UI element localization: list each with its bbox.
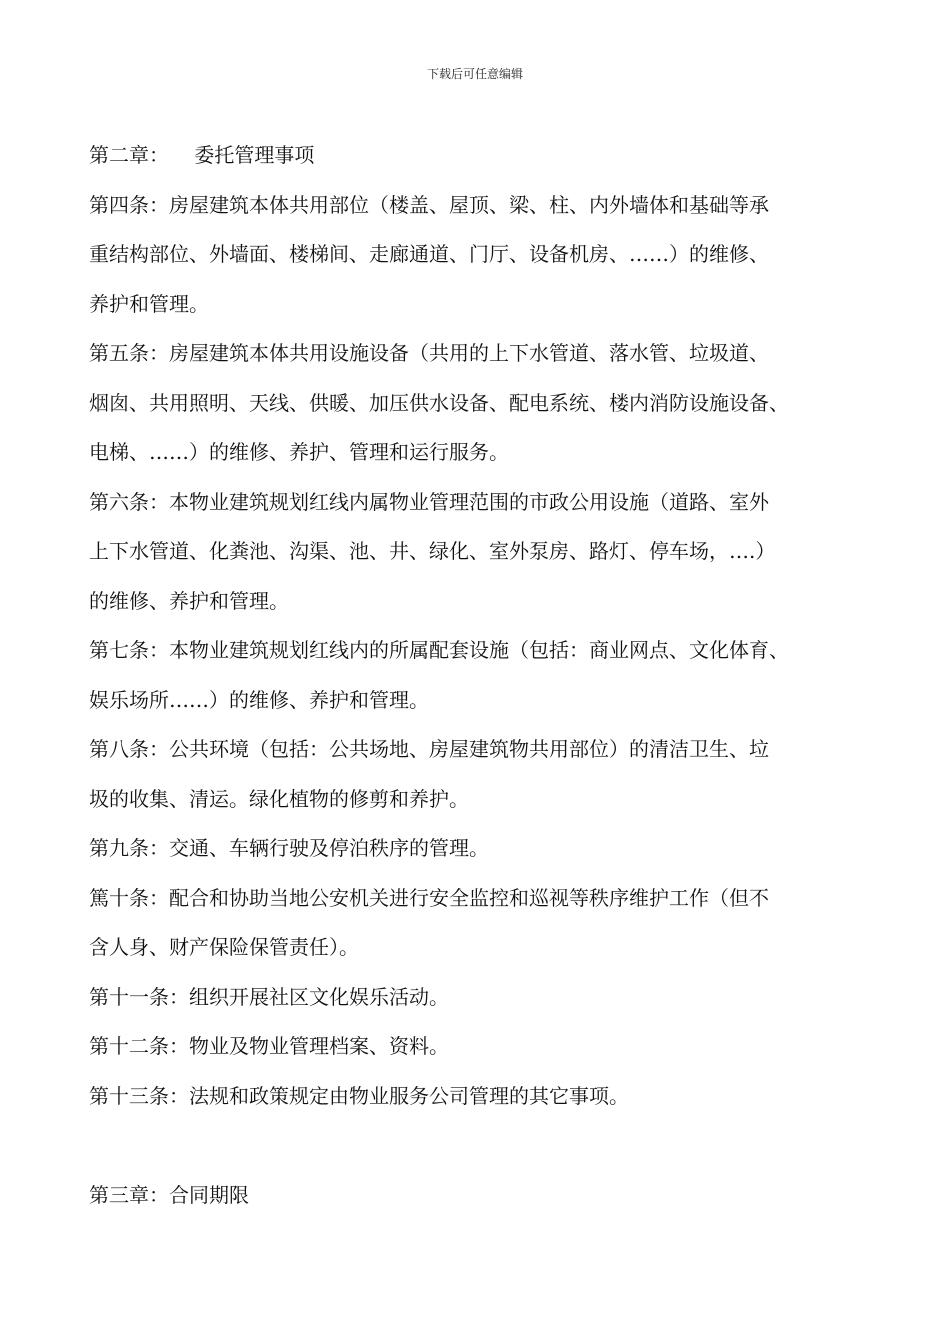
document-body — [89, 131, 889, 1220]
article-4-line-1: 第四条：房屋建筑本体共用部位（楼盖、屋顶、梁、柱、内外墙体和基础等承 — [89, 192, 769, 217]
article-5-line-1: 第五条：房屋建筑本体共用设施设备（共用的上下水管道、落水管、垃圾道、 — [89, 341, 769, 365]
article-10-line-2: 含人身、财产保险保管责任）。 — [89, 935, 359, 959]
article-8-line-2: 圾的收集、清运。绿化植物的修剪和养护。 — [89, 786, 469, 811]
article-9-line-1: 第九条：交通、车辆行驶及停泊秩序的管理。 — [89, 836, 489, 860]
article-8-line-1: 第八条：公共环境（包括：公共场地、房屋建筑物共用部位）的清洁卫生、垃 — [89, 737, 769, 761]
chapter-3-title: 第三章：合同期限 — [89, 1182, 249, 1207]
article-6-line-1: 第六条：本物业建筑规划红线内属物业管理范围的市政公用设施（道路、室外 — [89, 489, 769, 514]
article-12-line-1: 第十二条：物业及物业管理档案、资料。 — [89, 1034, 449, 1058]
article-11-line-1: 第十一条：组织开展社区文化娱乐活动。 — [89, 984, 449, 1009]
article-4-line-3: 养护和管理。 — [89, 291, 209, 316]
article-6-line-3: 的维修、养护和管理。 — [89, 588, 289, 613]
article-10-line-1: 篤十条：配合和协助当地公安机关进行安全监控和巡视等秩序维护工作（但不 — [89, 885, 769, 910]
article-6-line-2: 上下水管道、化粪池、沟渠、池、井、绿化、室外泵房、路灯、停车场，….） — [89, 539, 776, 563]
chapter-2-title: 第二章： 委托管理事项 — [89, 143, 315, 167]
article-5-line-3: 电梯、……）的维修、养护、管理和运行服务。 — [89, 440, 509, 464]
section-gap — [89, 1121, 889, 1171]
header-note: 下载后可任意编辑 — [426, 67, 523, 81]
article-7-line-2: 娱乐场所……）的维修、养护和管理。 — [89, 687, 429, 712]
article-5-line-2: 烟囱、共用照明、天线、供暖、加压供水设备、配电系统、楼内消防设施设备、 — [89, 390, 789, 415]
article-13-line-1: 第十三条：法规和政策规定由物业服务公司管理的其它事项。 — [89, 1083, 629, 1108]
article-7-line-1: 第七条：本物业建筑规划红线内的所属配套设施（包括：商业网点、文化体育、 — [89, 638, 789, 662]
article-4-line-2: 重结构部位、外墙面、楼梯间、走廊通道、门厅、设备机房、……）的维修、 — [89, 242, 769, 266]
